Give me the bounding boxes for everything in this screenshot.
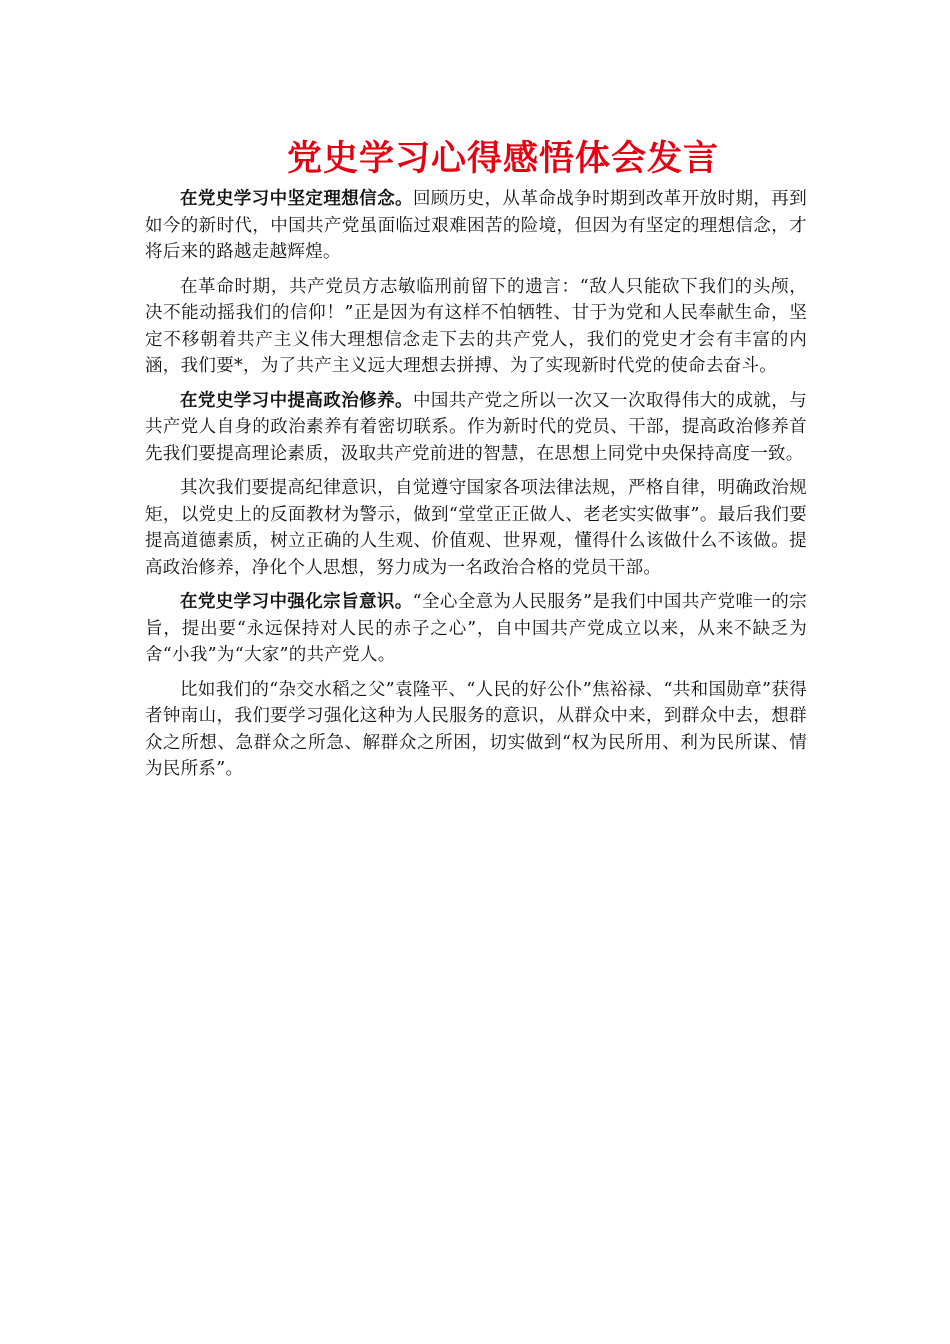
paragraph-2 (145, 274, 807, 380)
paragraph-5 (145, 589, 807, 669)
document-title: 党史学习心得感悟体会发言 (286, 138, 719, 179)
paragraph-text: 中国共产党之所以一次又一次取得伟大的成就，与共产党人自身的政治素养有着密切联系。作为新时代的党员、干部，提高政治修养首先我们要提高理论素质，汲取共产党前进的智慧，在思想上同党中央保持高度一致。 (145, 390, 807, 464)
paragraph-heading: 在党史学习中提高政治修养。 (180, 390, 413, 411)
paragraph-1 (145, 186, 807, 266)
paragraph-text: “全心全意为人民服务”是我们中国共产党唯一的宗旨，提出要“永远保持对人民的赤子之心”，自中国共产党成立以来，从来不缺乏为舍“小我”为“大家”的共产党人。 (145, 592, 807, 665)
paragraph-text: 比如我们的“杂交水稻之父”袁隆平、“人民的好公仆”焦裕禄、“共和国勋章”获得者钟南山，我们要学习强化这种为人民服务的意识，从群众中来，到群众中去，想群众之所想、急群众之所急、解群众之所困，切实做到“权为民所用、利为民所谋、情为民所系”。 (145, 679, 807, 779)
paragraph-4 (145, 475, 807, 581)
paragraph-text: 其次我们要提高纪律意识，自觉遵守国家各项法律法规，严格自律，明确政治规矩，以党史上的反面教材为警示，做到“堂堂正正做人、老老实实做事”。最后我们要提高道德素质，树立正确的人生观、价值观、世界观，懂得什么该做什么不该做。提高政治修养，净化个人思想，努力成为一名政治合格的党员干部。 (145, 478, 807, 578)
paragraph-3 (145, 388, 807, 468)
paragraph-heading: 在党史学习中坚定理想信念。 (180, 189, 413, 209)
paragraph-text: 在革命时期，共产党员方志敏临刑前留下的遗言：“敌人只能砍下我们的头颅，决不能动摇我们的信仰！”正是因为有这样不怕牺牲、甘于为党和人民奉献生命，坚定不移朝着共产主义伟大理想信念走下去的共产党人，我们的党史才会有丰富的内涵，我们要*，为了共产主义远大理想去拼搏、为了实现新时代党的使命去奋斗。 (145, 276, 807, 376)
paragraph-heading: 在党史学习中强化宗旨意识。 (180, 592, 413, 612)
paragraph-text: 回顾历史，从革命战争时期到改革开放时期，再到如今的新时代，中国共产党虽面临过艰难困苦的险境，但因为有坚定的理想信念，才将后来的路越走越辉煌。 (145, 189, 807, 262)
paragraph-6 (145, 677, 807, 783)
document-body (145, 186, 807, 791)
